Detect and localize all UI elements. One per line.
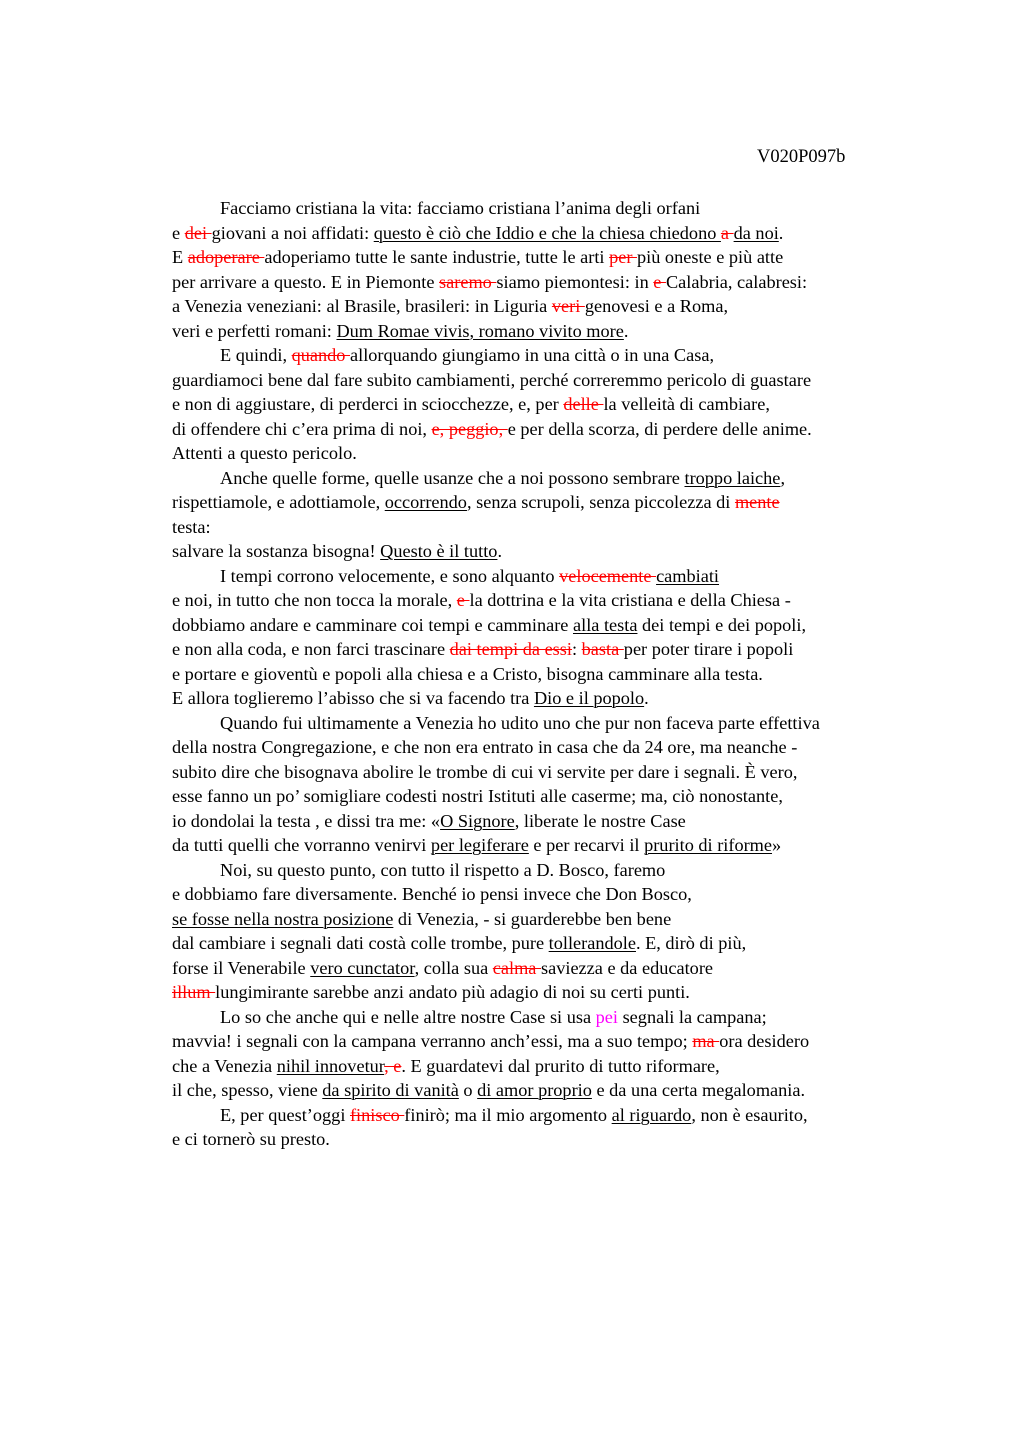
text-segment: finirò; ma il mio argomento	[404, 1104, 612, 1125]
text-segment: Quando fui ultimamente a Venezia ho udito uno che pur non faceva parte effettiva	[220, 712, 820, 733]
text-segment: E, per quest’oggi	[220, 1104, 350, 1125]
text-segment: .	[497, 541, 503, 561]
text-segment: ,	[780, 467, 786, 488]
text-segment: dobbiamo andare e camminare coi tempi e camminare	[172, 614, 573, 635]
text-line	[172, 1005, 952, 1030]
text-segment: e per della scorza, di perdere delle anime.	[507, 418, 812, 439]
text-line	[172, 1103, 952, 1128]
text-segment: e non alla coda, e non farci trascinare	[172, 639, 450, 659]
text-line	[172, 245, 952, 270]
text-line	[172, 319, 952, 344]
deleted-text: mente	[734, 492, 780, 512]
deleted-text: saremo	[439, 271, 497, 292]
text-line	[172, 417, 952, 442]
text-segment: e non di aggiustare, di perderci in sciocchezze, e, per	[172, 394, 564, 414]
text-segment: , non è esaurito,	[691, 1104, 808, 1125]
text-segment: più oneste e più atte	[637, 247, 784, 267]
text-segment: giovani a noi affidati:	[211, 222, 374, 243]
text-line	[172, 515, 952, 540]
text-segment: forse il Venerabile	[172, 957, 311, 978]
text-line	[172, 858, 952, 883]
text-segment: siamo piemontesi: in	[496, 271, 654, 292]
deleted-text: per	[609, 247, 637, 267]
text-segment: Attenti a questo pericolo.	[172, 443, 357, 463]
deleted-text: e, peggio,	[431, 418, 508, 439]
underlined-text: troppo laiche	[684, 467, 781, 488]
underlined-text: se fosse nella nostra posizione	[172, 908, 394, 929]
text-segment: e noi, in tutto che non tocca la morale,	[172, 590, 457, 610]
text-segment: di offendere chi c’era prima di noi,	[172, 418, 432, 439]
text-segment: io dondolai la testa , e dissi tra me: «	[172, 810, 441, 831]
deleted-text: e	[456, 590, 470, 610]
text-line	[172, 588, 952, 613]
text-segment: genovesi e a Roma,	[584, 296, 729, 316]
text-segment: E allora toglieremo l’abisso che si va facendo tra	[172, 688, 534, 708]
underlined-text: vero cunctator	[310, 957, 415, 978]
text-segment: E quindi,	[220, 345, 292, 365]
text-line	[172, 441, 952, 466]
underlined-text: da noi	[733, 222, 779, 243]
text-line	[172, 564, 952, 589]
underlined-text: Dio e il popolo	[533, 688, 645, 708]
text-segment: la dottrina e la vita cristiana e della Chiesa -	[469, 590, 791, 610]
text-segment: »	[772, 835, 782, 855]
text-line	[172, 1054, 952, 1079]
underlined-text: tollerandole	[548, 933, 636, 953]
text-line	[172, 931, 952, 956]
underlined-text: nihil innovetur	[276, 1055, 385, 1076]
text-segment: E	[172, 247, 188, 267]
text-segment: testa:	[172, 516, 211, 537]
text-segment: , liberate le nostre Case	[514, 810, 686, 831]
text-segment: esse fanno un po’ somigliare codesti nostri Istituti alle caserme; ma, ciò nonostante,	[172, 786, 783, 806]
text-line	[172, 760, 952, 785]
text-segment: ora desidero	[719, 1031, 810, 1051]
text-line	[172, 196, 952, 221]
deleted-text: ma	[692, 1031, 720, 1051]
text-segment: .	[623, 320, 629, 341]
text-segment: e portare e gioventù e popoli alla chiesa e a Cristo, bisogna camminare alla testa.	[172, 663, 763, 684]
text-line	[172, 368, 952, 393]
text-segment: e dobbiamo fare diversamente. Benché io pensi invece che Don Bosco,	[172, 884, 692, 904]
underlined-text: alla testa	[573, 614, 638, 635]
text-line	[172, 637, 952, 662]
text-line	[172, 613, 952, 638]
text-line	[172, 1127, 952, 1152]
text-segment: adoperiamo tutte le sante industrie, tutte le arti	[264, 247, 610, 267]
text-segment: segnali la campana;	[618, 1006, 767, 1027]
text-line	[172, 907, 952, 932]
text-segment: , colla sua	[414, 957, 493, 978]
text-segment: il che, spesso, viene	[172, 1080, 323, 1100]
text-line	[172, 270, 952, 295]
text-line	[172, 735, 952, 760]
text-line	[172, 711, 952, 736]
text-line	[172, 1029, 952, 1054]
text-segment: per poter tirare i popoli	[623, 639, 794, 659]
text-segment: di Venezia, - si guarderebbe ben bene	[393, 908, 672, 929]
underlined-text: per legiferare	[430, 835, 529, 855]
text-segment: a Venezia veneziani: al Brasile, brasileri: in Liguria	[172, 296, 552, 316]
text-segment: veri e perfetti romani:	[172, 320, 337, 341]
text-segment: e per recarvi il	[528, 835, 645, 855]
underlined-text: O Signore	[440, 810, 515, 831]
deleted-text: delle	[563, 394, 604, 414]
underlined-text: da spirito di vanità	[322, 1080, 459, 1100]
deleted-text: illum	[172, 982, 216, 1002]
text-segment: guardiamoci bene dal fare subito cambiamenti, perché correremmo pericolo di guastare	[172, 369, 812, 390]
text-segment: saviezza e da educatore	[541, 957, 714, 978]
text-segment: . E, dirò di più,	[635, 933, 747, 953]
text-segment: Noi, su questo punto, con tutto il rispetto a D. Bosco, faremo	[220, 859, 666, 880]
text-segment: .	[778, 222, 784, 243]
document-body	[172, 196, 952, 1152]
inserted-text: pei	[595, 1006, 618, 1027]
text-segment: lungimirante sarebbe anzi andato più adagio di noi su certi punti.	[215, 982, 690, 1002]
text-line	[172, 784, 952, 809]
text-line	[172, 221, 952, 246]
text-line	[172, 466, 952, 491]
text-segment: dei tempi e dei popoli,	[637, 614, 807, 635]
text-segment: Anche quelle forme, quelle usanze che a noi possono sembrare	[220, 467, 685, 488]
text-line	[172, 882, 952, 907]
text-line	[172, 809, 952, 834]
text-segment: dal cambiare i segnali dati costà colle trombe, pure	[172, 933, 549, 953]
underlined-text: di amor proprio	[477, 1080, 592, 1100]
deleted-text: a	[720, 222, 734, 243]
text-line	[172, 294, 952, 319]
text-line	[172, 662, 952, 687]
text-segment: :	[572, 639, 582, 659]
text-segment: per arrivare a questo. E in Piemonte	[172, 271, 440, 292]
text-line	[172, 539, 952, 564]
text-segment: allorquando giungiamo in una città o in una Casa,	[350, 345, 715, 365]
text-segment: subito dire che bisognava abolire le trombe di cui vi servite per dare i segnali. È vero,	[172, 761, 798, 782]
deleted-text: quando	[291, 345, 350, 365]
deleted-text: , e	[384, 1055, 402, 1076]
text-segment: la velleità di cambiare,	[603, 394, 770, 414]
text-segment: . E guardatevi dal prurito di tutto riformare,	[401, 1055, 720, 1076]
deleted-text: finisco	[349, 1104, 405, 1125]
deleted-text: calma	[492, 957, 541, 978]
text-segment: rispettiamole, e adottiamole,	[172, 492, 385, 512]
text-segment: o	[458, 1080, 478, 1100]
deleted-text: dai tempi da essi	[449, 639, 572, 659]
text-line	[172, 956, 952, 981]
underlined-text: cambiati	[656, 565, 720, 586]
deleted-text: adoperare	[187, 247, 265, 267]
underlined-text: Questo è il tutto	[380, 541, 498, 561]
text-segment: mavvia! i segnali con la campana verranno anch’essi, ma a suo tempo;	[172, 1031, 693, 1051]
text-segment: Calabria, calabresi:	[665, 271, 808, 292]
text-segment: e da una certa megalomania.	[591, 1080, 806, 1100]
text-segment: della nostra Congregazione, e che non era entrato in casa che da 24 ore, ma neanche -	[172, 737, 798, 757]
deleted-text: veri	[551, 296, 585, 316]
deleted-text: basta	[581, 639, 624, 659]
text-line	[172, 490, 952, 515]
text-segment: I tempi corrono velocemente, e sono alquanto	[220, 565, 560, 586]
text-line	[172, 1078, 952, 1103]
text-line	[172, 392, 952, 417]
underlined-text: prurito di riforme	[644, 835, 773, 855]
text-segment: che a Venezia	[172, 1055, 277, 1076]
text-segment: e ci tornerò su presto.	[172, 1129, 330, 1149]
deleted-text: dei	[184, 222, 212, 243]
text-line	[172, 343, 952, 368]
underlined-text: occorrendo	[384, 492, 467, 512]
text-segment: , senza scrupoli, senza piccolezza di	[466, 492, 735, 512]
text-line	[172, 980, 952, 1005]
deleted-text: e	[653, 271, 666, 292]
text-segment: .	[644, 688, 649, 708]
text-segment: Lo so che anche qui e nelle altre nostre Case si usa	[220, 1006, 596, 1027]
text-segment: Facciamo cristiana la vita: facciamo cristiana l’anima degli orfani	[220, 198, 701, 218]
text-segment: salvare la sostanza bisogna!	[172, 541, 381, 561]
text-line	[172, 686, 952, 711]
page-identifier: V020P097b	[757, 147, 846, 167]
underlined-text: questo è ciò che Iddio e che la chiesa chiedono	[373, 222, 721, 243]
text-line	[172, 833, 952, 858]
underlined-text: Dum Romae vivis, romano vivito more	[336, 320, 624, 341]
deleted-text: velocemente	[559, 565, 657, 586]
underlined-text: al riguardo	[611, 1104, 692, 1125]
text-segment: e	[172, 222, 185, 243]
text-segment: da tutti quelli che vorranno venirvi	[172, 835, 431, 855]
